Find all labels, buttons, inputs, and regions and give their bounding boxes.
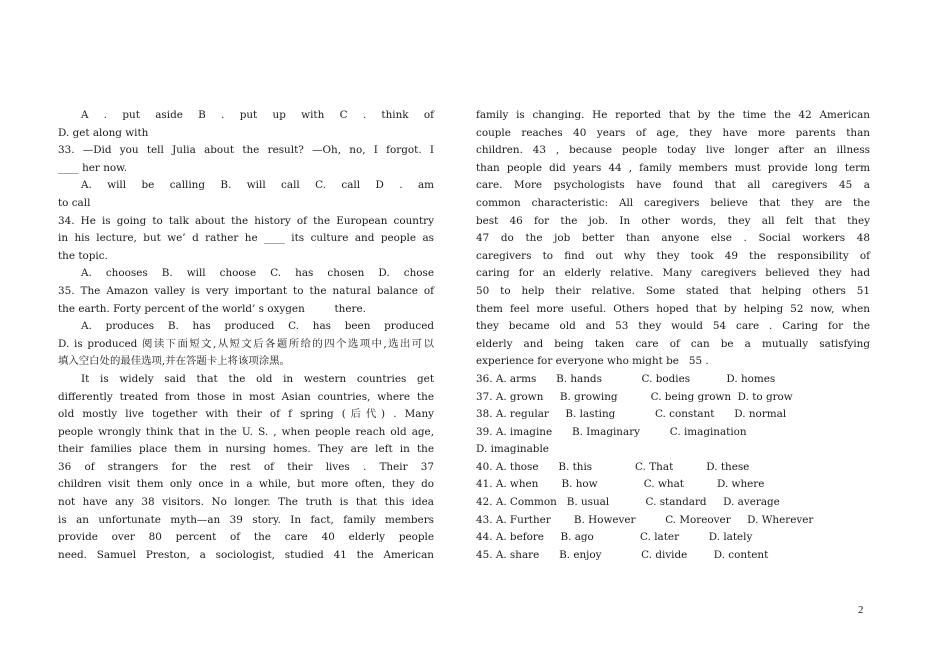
text-line: they became old and 53 they would 54 care . Caring for the [476, 320, 870, 333]
text-line: in his lecture, but we’ d rather he ____ its culture and people as [58, 232, 434, 245]
text-line: their families place them in nursing homes. They are left in the [58, 443, 434, 456]
text-line: need. Samuel Preston, a sociologist, studied 41 the American [58, 548, 434, 561]
text-line: old mostly live together with their of f spring (后代) . Many [58, 408, 434, 421]
text-line: 42. A. Common B. usual C. standard D. average [476, 496, 780, 509]
text-line: 37. A. grown B. growing C. being grown D. to grow [476, 390, 793, 403]
text-line: 34. He is going to talk about the history of the European country [58, 214, 434, 227]
right-column [476, 107, 870, 564]
text-line: differently treated from those in most Asian countries, where the [58, 390, 434, 403]
text-line: experience for everyone who might be 55 . [476, 355, 709, 368]
text-line: 33. —Did you tell Julia about the result? —Oh, no, I forgot. I [58, 144, 434, 157]
text-line: than people did years 44 , family members must provide long term [476, 161, 870, 174]
text-line: the earth. Forty percent of the world’ s oxygen there. [58, 302, 366, 315]
text-line: A. chooses B. will choose C. has chosen D. chose [81, 267, 434, 280]
text-line: 45. A. share B. enjoy C. divide D. content [476, 548, 769, 561]
page-number: 2 [858, 604, 864, 616]
text-line: the topic. [58, 249, 108, 262]
text-line: caregivers to find out why they took 49 the responsibility of [476, 249, 870, 262]
text-line: 36 of strangers for the rest of their lives . Their 37 [58, 460, 434, 473]
left-column [58, 107, 434, 564]
text-line: people wrongly think that in the U. S. , when people reach old age, [58, 425, 434, 438]
text-line: ____ her now. [58, 161, 128, 174]
text-line: D. imaginable [476, 443, 549, 456]
text-line: 50 to help their relative. Some stated that helping others 51 [476, 284, 870, 297]
text-line: 44. A. before B. ago C. later D. lately [476, 531, 753, 544]
text-line: 38. A. regular B. lasting C. constant D. normal [476, 408, 787, 421]
text-line: best 46 for the job. In other words, they all felt that they [476, 214, 870, 227]
text-line: them feel more useful. Others hoped that by helping 52 now, when [476, 302, 870, 315]
text-line: 填入空白处的最佳选项,并在答题卡上将该项涂黑。 [58, 355, 290, 368]
text-line: children. 43 , because people today live longer after an illness [476, 144, 870, 157]
text-line: not have any 38 visitors. No longer. The truth is that this idea [58, 496, 434, 509]
text-line: family is changing. He reported that by the time the 42 American [476, 109, 870, 121]
text-line: 43. A. Further B. However C. Moreover D. Wherever [476, 513, 814, 526]
text-line: common characteristic: All caregivers believe that they are the [476, 196, 870, 209]
text-line: 47 do the job better than anyone else . Social workers 48 [476, 232, 870, 245]
text-line: couple reaches 40 years of age, they have more parents than [476, 126, 870, 139]
text-line: 35. The Amazon valley is very important to the natural balance of [58, 284, 434, 297]
text-line: It is widely said that the old in western countries get [81, 372, 434, 385]
text-line: 39. A. imagine B. Imaginary C. imagination [476, 425, 747, 438]
text-line: children visit them only once in a while, but more often, they do [58, 478, 434, 491]
text-line: D. get along with [58, 126, 149, 139]
text-line: elderly and being taken care of can be a mutually satisfying [476, 337, 870, 350]
text-line: A. produces B. has produced C. has been produced [81, 320, 434, 333]
text-line: A. will be calling B. will call C. call D . am [81, 179, 434, 192]
text-line: is an unfortunate myth—an 39 story. In fact, family members [58, 513, 434, 526]
text-line: A . put aside B . put up with C . think of [81, 109, 434, 121]
text-line: D. is produced 阅读下面短文,从短文后各题所给的四个选项中,选出可以 [58, 337, 434, 350]
text-line: 41. A. when B. how C. what D. where [476, 478, 765, 491]
text-line: 36. A. arms B. hands C. bodies D. homes [476, 372, 776, 385]
text-line: to call [58, 196, 91, 209]
text-line: care. More psychologists have found that all caregivers 45 a [476, 179, 870, 192]
text-line: provide over 80 percent of the care 40 elderly people [58, 531, 434, 544]
text-line: 40. A. those B. this C. That D. these [476, 460, 750, 473]
text-line: caring for an elderly relative. Many caregivers believed they had [476, 267, 870, 280]
